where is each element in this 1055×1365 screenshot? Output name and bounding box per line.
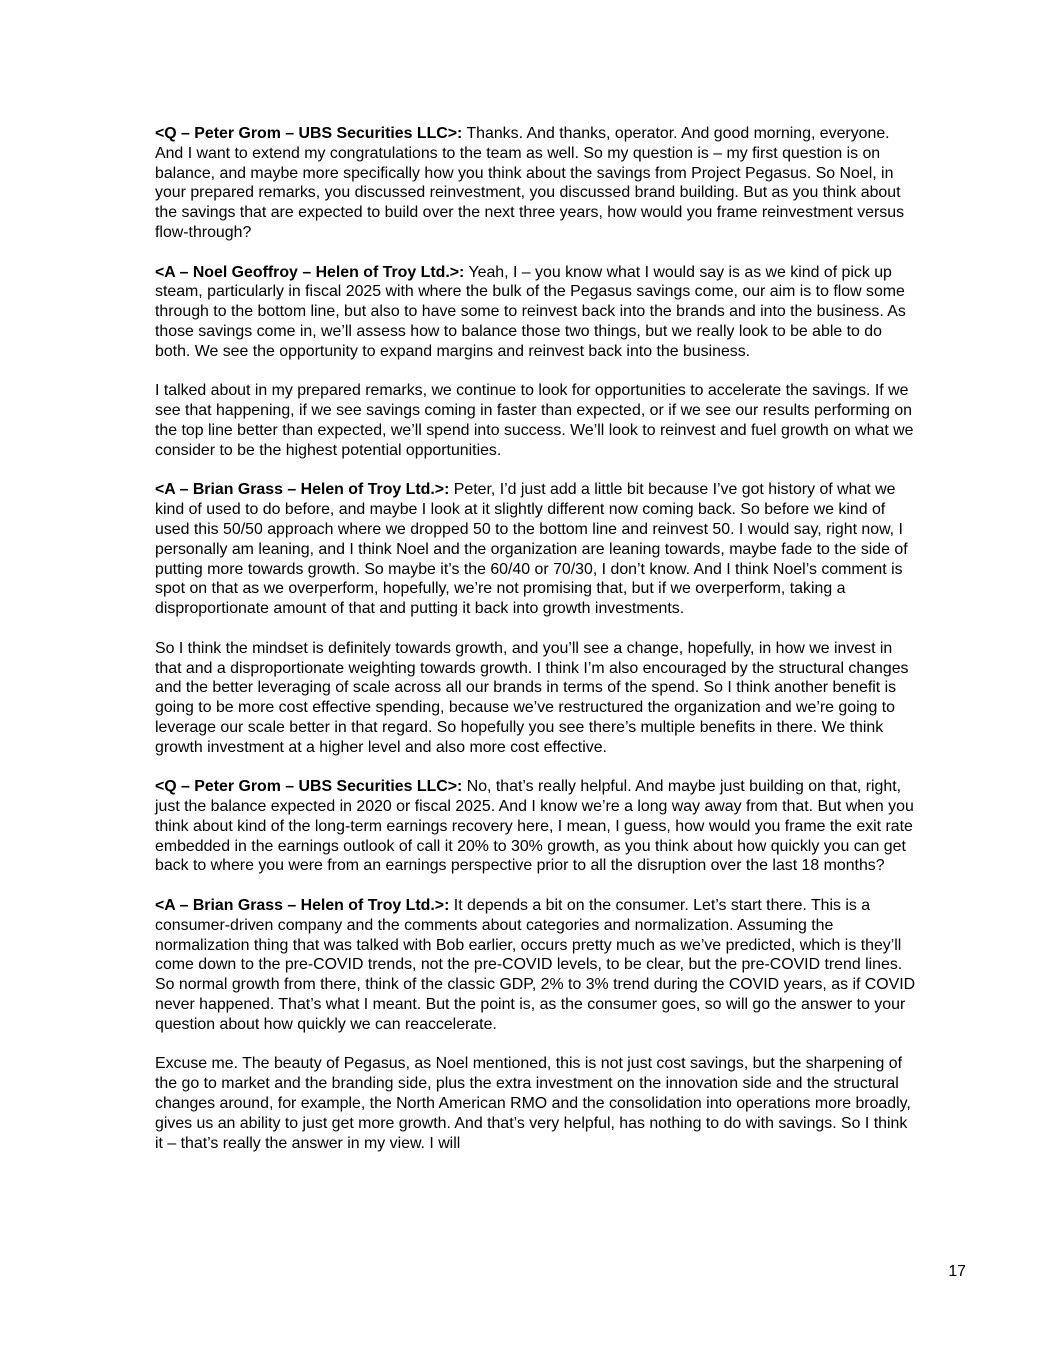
- speaker-label: <A – Brian Grass – Helen of Troy Ltd.>:: [155, 897, 450, 915]
- paragraph-text: Yeah, I – you know what I would say is as we kind of pick up steam, particularly in fiscal 2025 with where the bulk of the Pegasus savings come, our aim is to flow some through to the bottom line, but also to have some to reinvest back into the brands and into the business. As those savings come in, we’ll assess how to balance those two things, but we really look to be able to do both. We see the opportunity to expand margins and reinvest back into the business.: [155, 263, 906, 360]
- paragraph-text: So I think the mindset is definitely towards growth, and you’ll see a change, hopefully, in how we invest in that and a disproportionate weighting towards growth. I think I’m also encouraged by the structural changes and the better leveraging of scale across all our brands in terms of the spend. So I think another benefit is going to be more cost effective spending, because we’ve restructured the organization and we’re going to leverage our scale better in that regard. So hopefully you see there’s multiple benefits in there. We think growth investment at a higher level and also more cost effective.: [155, 639, 909, 756]
- transcript-paragraph: [155, 896, 917, 1035]
- paragraph-text: Peter, I’d just add a little bit because I’ve got history of what we kind of used to do before, and maybe I look at it slightly different now coming back. So before we kind of used this 50/50 approach where we dropped 50 to the bottom line and reinvest 50. I would say, right now, I personally am leaning, and I think Noel and the organization are leaning towards, maybe fade to the side of putting more towards growth. So maybe it’s the 60/40 or 70/30, I don’t know. And I think Noel’s comment is spot on that as we overperform, hopefully, we’re not promising that, but if we overperform, taking a disproportionate amount of that and putting it back into growth investments.: [155, 481, 908, 618]
- paragraph-text: It depends a bit on the consumer. Let’s start there. This is a consumer-driven company and the comments about categories and normalization. Assuming the normalization thing that was talked with Bob earlier, occurs pretty much as we’ve predicted, which is they’ll come down to the pre-COVID trends, not the pre-COVID levels, to be clear, but the pre-COVID trend lines. So normal growth from there, think of the classic GDP, 2% to 3% trend during the COVID years, as if COVID never happened. That’s what I meant. But the point is, as the consumer goes, so will go the answer to your question about how quickly we can reaccelerate.: [155, 897, 916, 1033]
- paragraph-text: I talked about in my prepared remarks, we continue to look for opportunities to accelerate the savings. If we see that happening, if we see savings coming in faster than expected, or if we see our results performing on the top line better than expected, we’ll spend into success. We’ll look to reinvest and fuel growth on what we consider to be the highest potential opportunities.: [155, 382, 914, 459]
- transcript-paragraph: [155, 639, 917, 758]
- transcript-paragraph: [155, 381, 917, 460]
- page-number: 17: [948, 1263, 966, 1280]
- speaker-label: <Q – Peter Grom – UBS Securities LLC>:: [155, 778, 463, 796]
- paragraph-text: Thanks. And thanks, operator. And good morning, everyone. And I want to extend my congratulations to the team as well. So my question is – my first question is on balance, and maybe more specifically how you think about the savings from Project Pegasus. So Noel, in your prepared remarks, you discussed reinvestment, you discussed brand building. But as you think about the savings that are expected to build over the next three years, how would you frame reinvestment versus flow-through?: [155, 125, 905, 241]
- speaker-label: <A – Brian Grass – Helen of Troy Ltd.>:: [155, 481, 450, 499]
- transcript-paragraph: [155, 777, 917, 876]
- transcript-paragraph: [155, 1054, 917, 1153]
- transcript-body: [155, 124, 917, 1173]
- transcript-paragraph: [155, 263, 917, 362]
- speaker-label: <Q – Peter Grom – UBS Securities LLC>:: [155, 125, 463, 142]
- paragraph-text: No, that’s really helpful. And maybe just building on that, right, just the balance expected in 2020 or fiscal 2025. And I know we’re a long way away from that. But when you think about kind of the long-term earnings recovery here, I mean, I guess, how would you frame the exit rate embedded in the earnings outlook of call it 20% to 30% growth, as you think about how quickly you can get back to where you were from an earnings perspective prior to all the disruption over the last 18 months?: [155, 778, 914, 875]
- transcript-paragraph: [155, 124, 917, 243]
- paragraph-text: Excuse me. The beauty of Pegasus, as Noel mentioned, this is not just cost savings, but the sharpening of the go to market and the branding side, plus the extra investment on the innovation side and the structural changes around, for example, the North American RMO and the consolidation into operations more broadly, gives us an ability to just get more growth. And that’s very helpful, has nothing to do with savings. So I think it – that’s really the answer in my view. I will: [155, 1055, 911, 1152]
- transcript-paragraph: [155, 480, 917, 619]
- speaker-label: <A – Noel Geoffroy – Helen of Troy Ltd.>:: [155, 263, 465, 281]
